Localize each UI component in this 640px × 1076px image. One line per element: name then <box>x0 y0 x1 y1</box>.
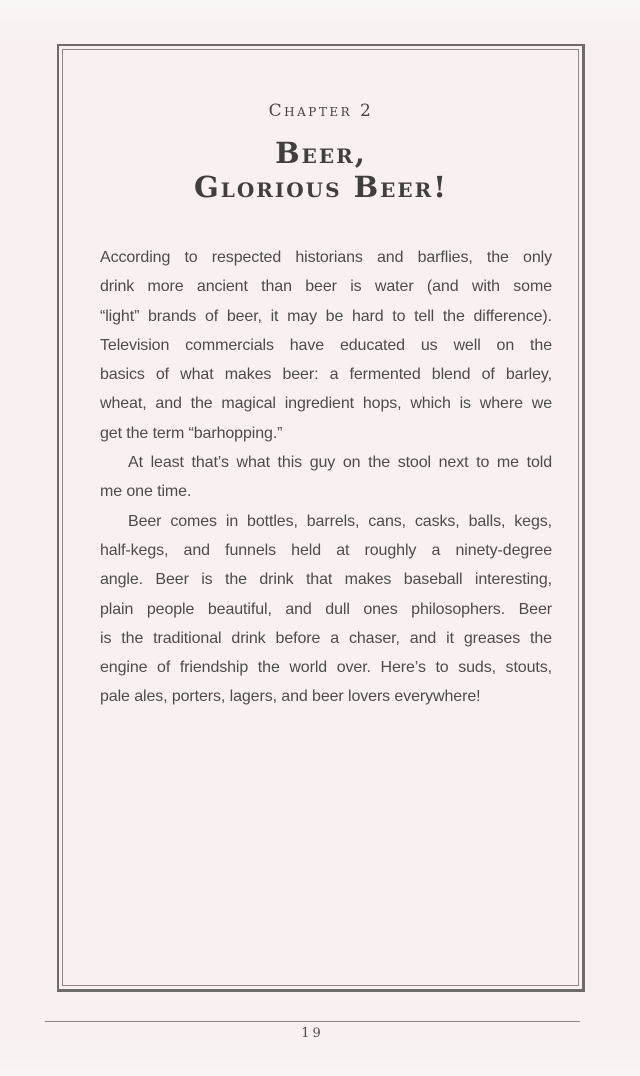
paragraph-3-line-7: pale ales, porters, lagers, and beer lovers everywhere! <box>100 688 481 706</box>
paragraph-2-line-2: me one time. <box>100 483 192 501</box>
paragraph-3-line-2: half-kegs, and funnels held at roughly a ninety-degree <box>100 541 552 559</box>
paragraph-1-line-1: According to respected historians and barflies, the only <box>100 249 552 266</box>
paragraph-3-line-4: plain people beautiful, and dull ones philosophers. Beer <box>100 600 552 618</box>
footer-rule <box>45 1021 580 1022</box>
paragraph-3-line-3: angle. Beer is the drink that makes baseball interesting, <box>100 571 552 589</box>
paragraph-1-line-6: wheat, and the magical ingredient hops, which is where we <box>100 395 552 413</box>
paragraph-1-line-3: “light” brands of beer, it may be hard to tell the difference). <box>100 307 552 325</box>
paragraph-1-line-7: get the term “barhopping.” <box>100 424 283 442</box>
paragraph-3-line-5: is the traditional drink before a chaser, and it greases the <box>100 629 552 647</box>
paragraph-1-line-2: drink more ancient than beer is water (and with some <box>100 278 552 296</box>
paragraph-3-line-1: Beer comes in bottles, barrels, cans, casks, balls, kegs, <box>128 512 552 530</box>
paragraph-1-line-4: Television commercials have educated us well on the <box>100 336 552 354</box>
paragraph-3-line-6: engine of friendship the world over. Here’s to suds, stouts, <box>100 659 552 677</box>
body-text <box>100 243 552 712</box>
paragraph-1-line-5: basics of what makes beer: a fermented blend of barley, <box>100 366 552 384</box>
chapter-title-line1: Beer, <box>275 136 367 170</box>
chapter-label: Chapter 2 <box>268 101 374 121</box>
page-number: 19 <box>301 1026 324 1041</box>
chapter-title <box>57 136 585 204</box>
paragraph-2-line-1: At least that’s what this guy on the stool next to me told <box>128 454 552 472</box>
chapter-title-line2: Glorious Beer! <box>194 170 448 204</box>
